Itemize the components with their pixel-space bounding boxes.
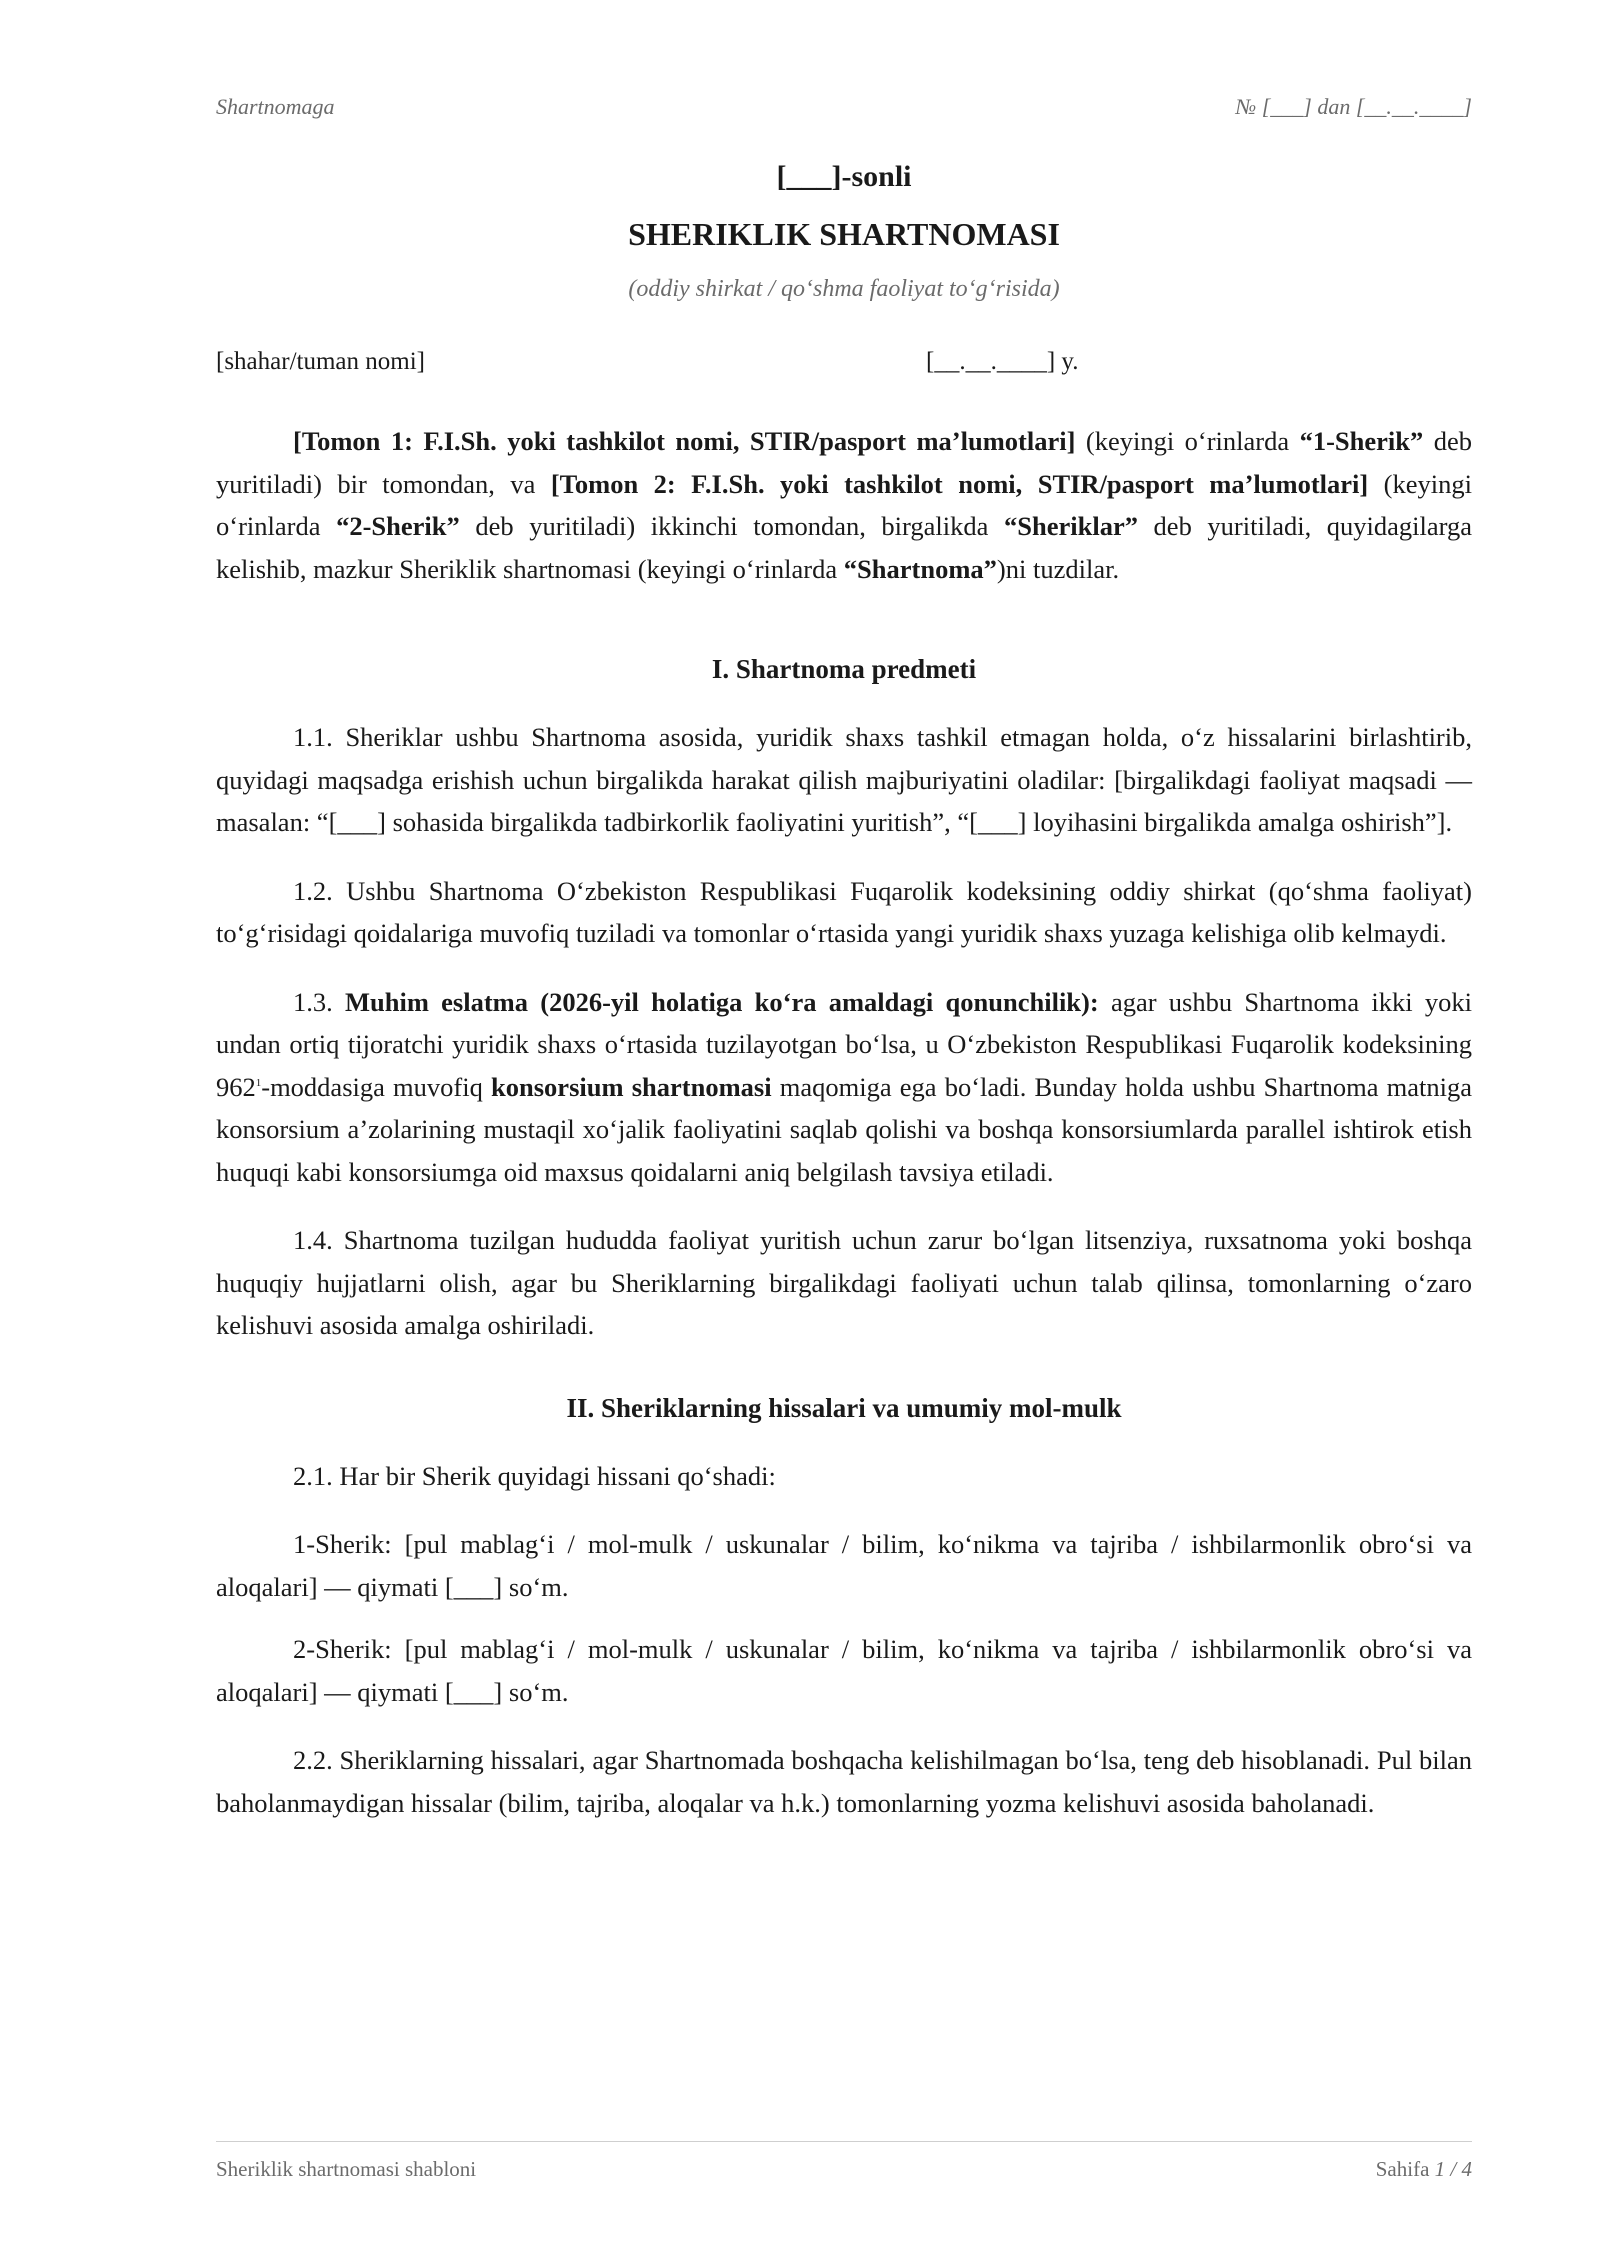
party2-alias: “2-Sherik”	[336, 511, 460, 541]
clause-1-3	[216, 981, 1472, 1194]
preamble-paragraph	[216, 420, 1472, 590]
clause-1-3-number: 1.3.	[293, 986, 345, 1017]
clause-1-3-text-b: -moddasiga muvofiq	[261, 1071, 492, 1102]
header-right: № [___] dan [__.__.____]	[1235, 94, 1472, 119]
page-total: 4	[1461, 2157, 1472, 2181]
page-current: 1	[1434, 2157, 1446, 2181]
partners-alias: “Sheriklar”	[1003, 511, 1138, 541]
clause-2-2: 2.2. Sheriklarning hissalari, agar Shartnomada boshqacha kelishilmagan bo‘lsa, teng deb hisoblanadi. Pul bilan baholanmaydigan hissalar (bilim, tajriba, aloqalar va h.k.) tomonlarning yozma kelishuvi asosida baholanadi.	[216, 1745, 1472, 1818]
party1-alias: “1-Sherik”	[1299, 426, 1424, 456]
preamble-text-4: deb yuritiladi) ikkinchi tomondan, birgalikda	[459, 511, 1004, 541]
page-footer	[216, 2157, 1472, 2182]
clause-1-3-note: Muhim eslatma (2026-yil holatiga ko‘ra amaldagi qonunchilik):	[345, 986, 1099, 1017]
footer-divider	[216, 2141, 1472, 2142]
date-placeholder: [__.__.____] y.	[926, 348, 1079, 375]
preamble-text-3: (keyingi o‘rinlarda	[216, 468, 1472, 541]
preamble-text-2: deb yuritiladi) bir tomondan, va	[216, 426, 1472, 499]
preamble-text-6: )ni tuzdilar.	[996, 553, 1120, 584]
clause-1-3-text-c: maqomiga ega bo‘ladi. Bunday holda ushbu Shartnoma matniga konsorsium a’zolarining mustaqil xo‘jalik faoliyatini saqlab qolishi va boshqa konsorsiumlarda parallel ishtirok etish huquqi kabi konsorsiumga oid maxsus qoidalarni aniq belgilash tavsiya etiladi.	[216, 1071, 1472, 1187]
preamble-text-5: deb yuritiladi, quyidagilarga kelishib, mazkur Sheriklik shartnomasi (keyingi o‘rinlarda	[216, 511, 1473, 584]
city-placeholder: [shahar/tuman nomi]	[216, 348, 425, 375]
clause-1-1: 1.1. Sheriklar ushbu Shartnoma asosida, yuridik shaxs tashkil etmagan holda, o‘z hissalarini birlashtirib, quyidagi maqsadga erishish uchun birgalikda harakat qilish majburiyatini oladilar: [birgalikdagi faoliyat maqsadi — masalan: “[___] sohasida birgalikda tadbirkorlik faoliyatini yuritish”, “[___] loyihasini birgalikda amalga oshirish”].	[216, 722, 1472, 837]
partner-1-contribution: 1-Sherik: [pul mablag‘i / mol-mulk / uskunalar / bilim, ko‘nikma va tajriba / ishbilarmonlik obro‘si va aloqalari] — qiymati [___] so‘m.	[216, 1529, 1472, 1602]
party2-bold: [Tomon 2: F.I.Sh. yoki tashkilot nomi, STIR/pasport ma’lumotlari]	[550, 468, 1369, 499]
contract-number: [___]-sonli	[776, 160, 912, 193]
partner-2-contribution: 2-Sherik: [pul mablag‘i / mol-mulk / uskunalar / bilim, ko‘nikma va tajriba / ishbilarmonlik obro‘si va aloqalari] — qiymati [___] so‘m.	[216, 1634, 1472, 1707]
party1-bold: [Tomon 1: F.I.Sh. yoki tashkilot nomi, STIR/pasport ma’lumotlari]	[293, 426, 1076, 456]
page-separator: /	[1445, 2157, 1462, 2181]
clause-1-3-text-a: agar ushbu Shartnoma ikki yoki undan ortiq tijoratchi yuridik shaxs o‘rtasida tuzilayotgan bo‘lsa, u O‘zbekiston Respublikasi Fuqarolik kodeksining 962	[216, 986, 1473, 1102]
clause-1-2: 1.2. Ushbu Shartnoma O‘zbekiston Respublikasi Fuqarolik kodeksining oddiy shirkat (qo‘shma faoliyat) to‘g‘risidagi qoidalariga muvofiq tuziladi va tomonlar o‘rtasida yangi yuridik shaxs yuzaga kelishiga olib kelmaydi.	[216, 875, 1472, 948]
document-subtitle: (oddiy shirkat / qo‘shma faoliyat to‘g‘risida)	[628, 276, 1060, 302]
page-header	[216, 94, 1472, 120]
document-body	[216, 420, 1472, 1850]
footer-title: Sheriklik shartnomasi shabloni	[216, 2157, 477, 2181]
section-2-heading: II. Sheriklarning hissalari va umumiy mol-mulk	[566, 1392, 1122, 1423]
article-superscript: 1	[255, 1076, 262, 1089]
header-left: Shartnomaga	[216, 94, 335, 119]
page-number	[1376, 2157, 1472, 2182]
section-1-heading: I. Shartnoma predmeti	[711, 654, 977, 684]
preamble-text-1: (keyingi o‘rinlarda	[1075, 426, 1300, 456]
document-page	[216, 0, 1472, 2262]
document-title: SHERIKLIK SHARTNOMASI	[628, 216, 1060, 252]
clause-2-1: 2.1. Har bir Sherik quyidagi hissani qo‘shadi:	[293, 1460, 776, 1491]
page-label: Sahifa	[1375, 2157, 1435, 2181]
clause-1-4: 1.4. Shartnoma tuzilgan hududda faoliyat yuritish uchun zarur bo‘lgan litsenziya, ruxsatnoma yoki boshqa huquqiy hujjatlarni olish, agar bu Sheriklarning birgalikdagi faoliyati uchun talab qilinsa, tomonlarning o‘zaro kelishuvi asosida amalga oshiriladi.	[216, 1225, 1472, 1340]
contract-alias: “Shartnoma”	[843, 553, 997, 584]
consortium-term: konsorsium shartnomasi	[491, 1071, 772, 1102]
